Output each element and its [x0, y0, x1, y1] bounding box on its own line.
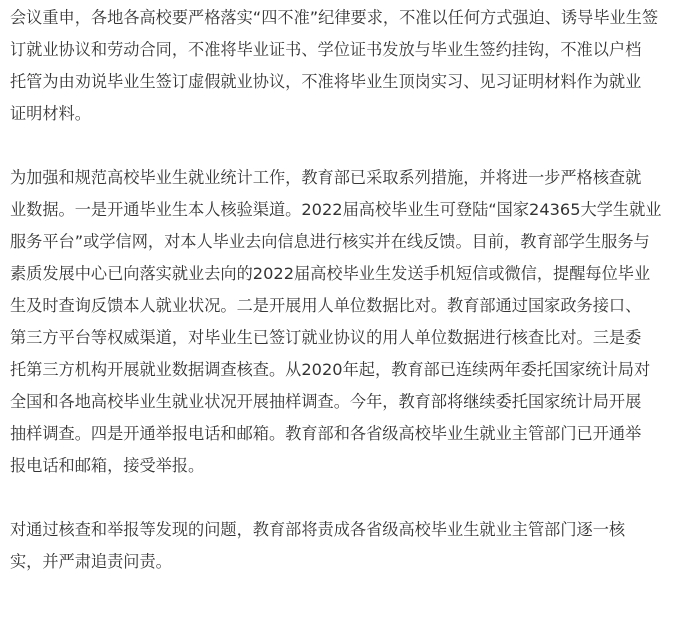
text-line: 订就业协议和劳动合同，不准将毕业证书、学位证书发放与毕业生签约挂钩，不准以户档: [10, 40, 642, 59]
text-line: 报电话和邮箱，接受举报。: [10, 456, 205, 475]
text-line: 素质发展中心已向落实就业去向的2022届高校毕业生发送手机短信或微信，提醒每位毕业: [10, 264, 651, 283]
paragraph-accountability: [10, 514, 690, 578]
article-body: [10, 2, 690, 578]
text-line: 证明材料。: [10, 104, 91, 123]
paragraph-four-prohibitions: [10, 2, 690, 130]
text-line: 实，并严肃追责问责。: [10, 552, 172, 571]
text-line: 服务平台”或学信网，对本人毕业去向信息进行核实并在线反馈。目前，教育部学生服务与: [10, 232, 650, 251]
paragraph-spacer: [10, 130, 690, 162]
text-line: 抽样调查。四是开通举报电话和邮箱。教育部和各省级高校毕业生就业主管部门已开通举: [10, 424, 642, 443]
paragraph-spacer: [10, 482, 690, 514]
text-line: 托管为由劝说毕业生签订虚假就业协议，不准将毕业生顶岗实习、见习证明材料作为就业: [10, 72, 642, 91]
text-line: 为加强和规范高校毕业生就业统计工作，教育部已采取系列措施，并将进一步严格核查就: [10, 168, 642, 187]
text-line: 全国和各地高校毕业生就业状况开展抽样调查。今年，教育部将继续委托国家统计局开展: [10, 392, 642, 411]
text-line: 业数据。一是开通毕业生本人核验渠道。2022届高校毕业生可登陆“国家24365大学生就业: [10, 200, 662, 219]
text-line: 生及时查询反馈本人就业状况。二是开展用人单位数据比对。教育部通过国家政务接口、: [10, 296, 642, 315]
text-line: 第三方平台等权威渠道，对毕业生已签订就业协议的用人单位数据进行核查比对。三是委: [10, 328, 642, 347]
paragraph-statistics-measures: [10, 162, 690, 482]
text-line: 会议重申，各地各高校要严格落实“四不准”纪律要求，不准以任何方式强迫、诱导毕业生签: [10, 8, 659, 27]
text-line: 托第三方机构开展就业数据调查核查。从2020年起，教育部已连续两年委托国家统计局对: [10, 360, 651, 379]
text-line: 对通过核查和举报等发现的问题，教育部将责成各省级高校毕业生就业主管部门逐一核: [10, 520, 626, 539]
